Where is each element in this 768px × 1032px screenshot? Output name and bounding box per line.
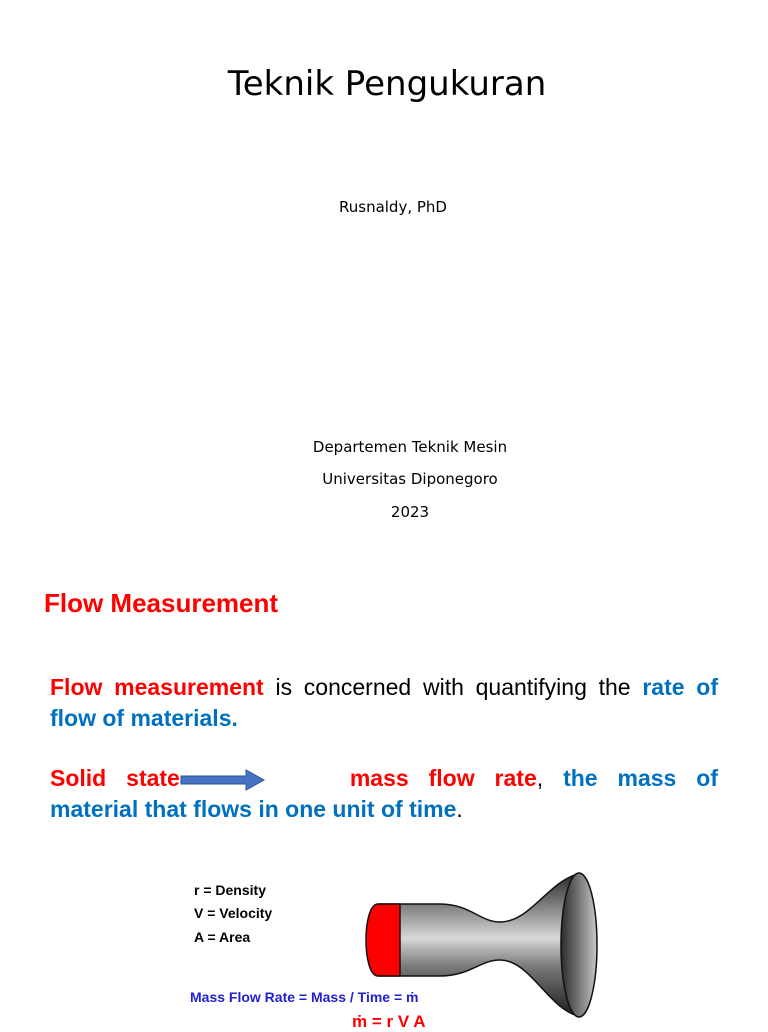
nozzle-inlet-cap (366, 904, 400, 976)
mass-flow-equation: ṁ = r V A (352, 1012, 426, 1031)
university-line: Universitas Diponegoro (322, 470, 498, 488)
year-line: 2023 (390, 503, 430, 521)
term-solid-state: Solid state (50, 765, 180, 791)
nozzle-bell-opening (561, 873, 597, 1017)
term-rate-of-flow: rate of flow of materials. (50, 674, 718, 731)
author-name: Rusnaldy, PhD (339, 198, 447, 216)
legend-velocity: V = Velocity (194, 905, 273, 921)
mass-flow-definition: the mass of material that flows in one unit of time (50, 765, 718, 822)
department-line: Departemen Teknik Mesin (312, 438, 508, 456)
presentation-title: Teknik Pengukuran (227, 64, 547, 104)
term-mass-flow-rate: mass flow rate (349, 765, 537, 791)
comma-text: , (536, 765, 564, 791)
definition-paragraph (50, 672, 718, 734)
period-text: . (456, 796, 463, 822)
legend-area: A = Area (194, 929, 251, 945)
definition-text: is concerned with quantifying the (263, 674, 643, 700)
mass-flow-formula: Mass Flow Rate = Mass / Time = ṁ (190, 989, 419, 1005)
term-flow-measurement: Flow measurement (50, 674, 264, 700)
legend-density: r = Density (194, 882, 266, 898)
solid-state-paragraph (50, 763, 718, 825)
slide-title: Flow Measurement (44, 588, 279, 618)
nozzle-diagram (0, 860, 768, 1031)
right-arrow-icon (180, 768, 266, 792)
